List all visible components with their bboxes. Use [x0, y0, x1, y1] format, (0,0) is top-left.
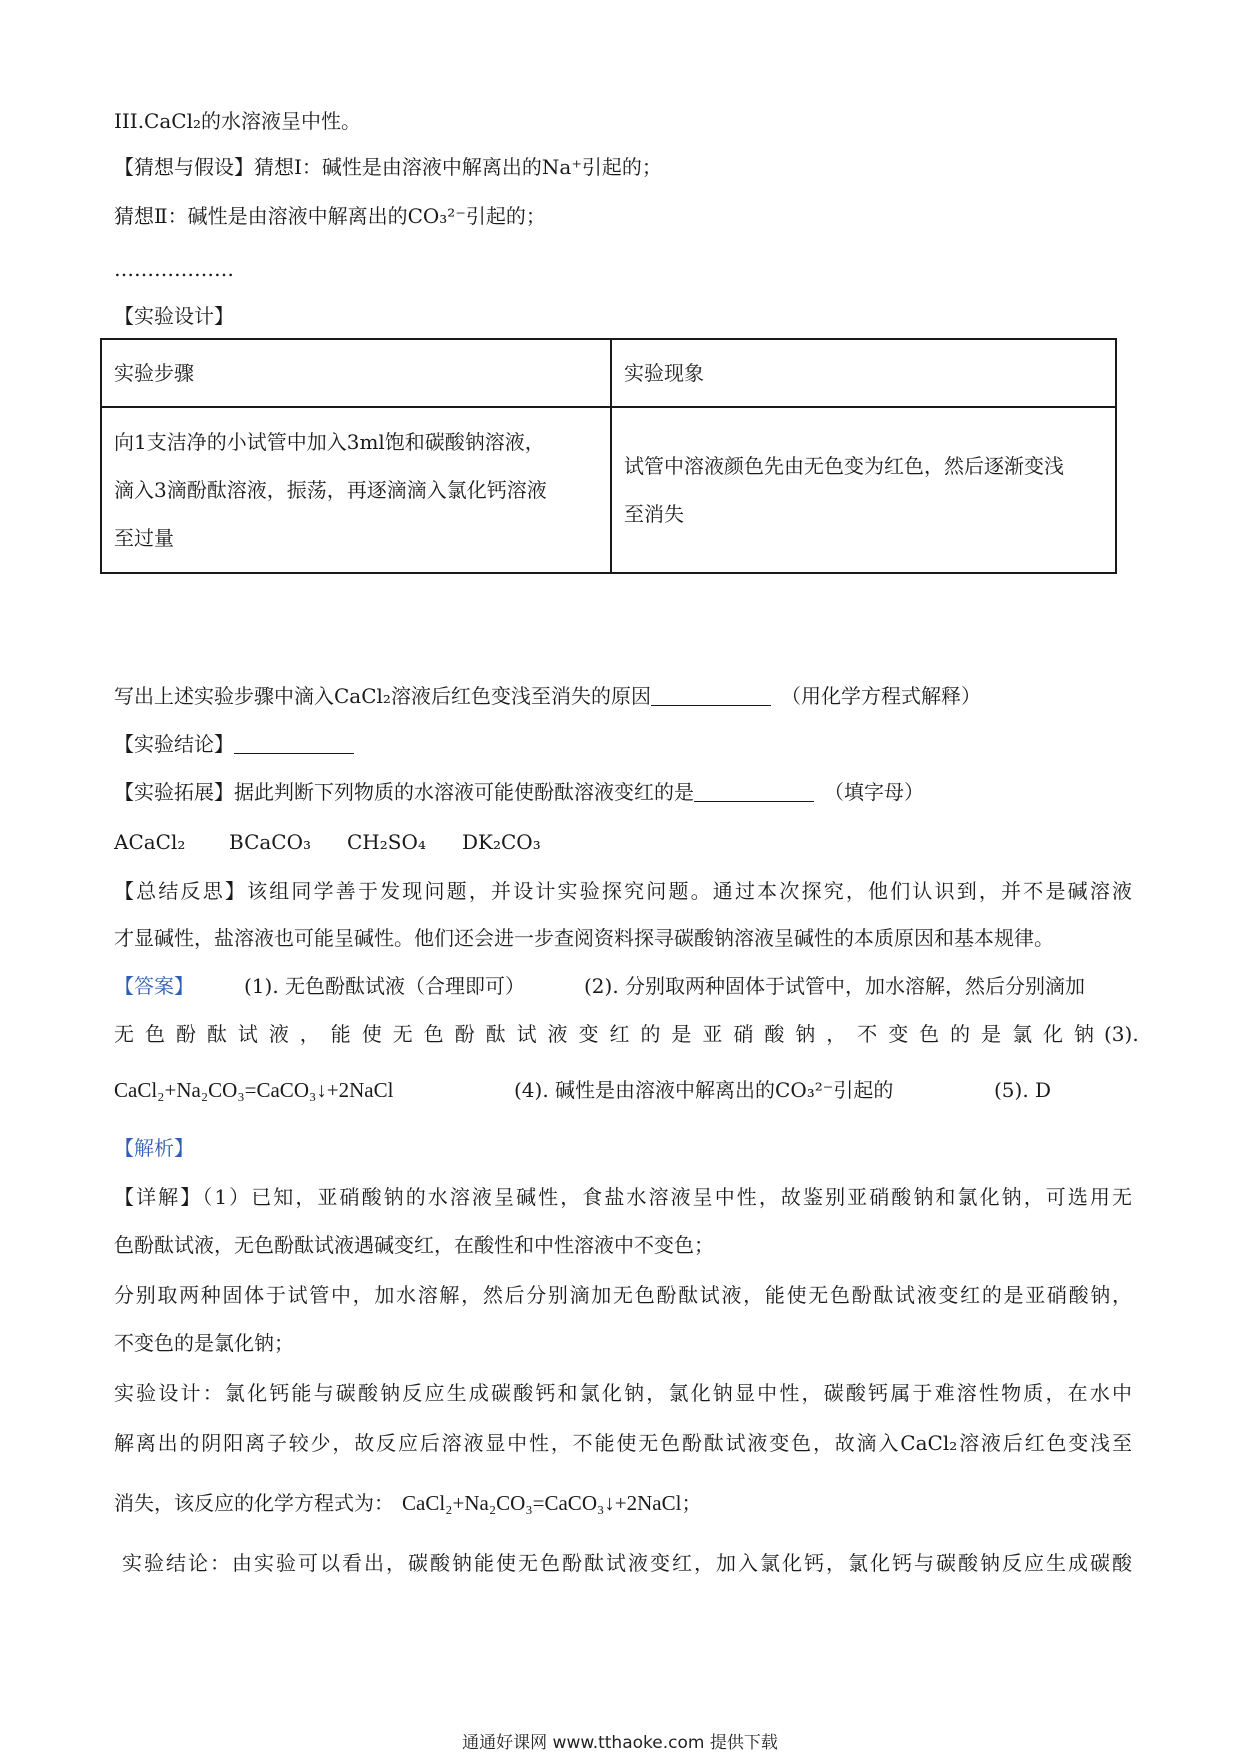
answer-1: (1). 无色酚酞试液（合理即可）: [244, 974, 526, 998]
summary-line-1: 【总结反思】该组同学善于发现问题，并设计实验探究问题。通过本次探究，他们认识到，并不是碱溶液: [114, 879, 1132, 903]
hypothesis-1: [114, 154, 662, 180]
step-line: 滴入3滴酚酞溶液，振荡，再逐滴滴入氯化钙溶液: [114, 478, 547, 502]
table-cell-steps: [101, 407, 611, 573]
answer-blank: [651, 685, 771, 706]
answer-5: (5). D: [994, 1078, 1052, 1102]
table-cell-phenomena: [611, 407, 1116, 573]
answer-line-2: 无色酚酞试液，能使无色酚酞试液变红的是亚硝酸钠，不变色的是氯化钠: [114, 1022, 1094, 1046]
analysis-line-7-end: ；: [681, 1491, 702, 1515]
answer-line-1: [114, 973, 1085, 999]
analysis-line-4: 不变色的是氯化钠；: [114, 1331, 294, 1355]
ellipsis: ………………: [114, 257, 234, 281]
answer-blank: [234, 733, 354, 754]
analysis-line-1: 【详解】（1）已知，亚硝酸钠的水溶液呈碱性，食盐水溶液呈中性，故鉴别亚硝酸钠和氯化钠，可选用无: [114, 1185, 1132, 1209]
option-a: ACaCl₂: [114, 830, 186, 854]
experiment-table: [100, 338, 1117, 574]
conclusion-line: [114, 731, 354, 757]
table-header-steps: 实验步骤: [101, 339, 611, 407]
hypothesis-1-text: 猜想Ⅰ：碱性是由溶液中解离出的Na⁺引起的；: [254, 155, 662, 179]
answer-2: (2). 分别取两种固体于试管中，加水溶解，然后分别滴加: [584, 974, 1086, 998]
analysis-line-3: 分别取两种固体于试管中，加水溶解，然后分别滴加无色酚酞试液，能使无色酚酞试液变红的是亚硝酸钠，: [114, 1283, 1132, 1307]
option-c: CH₂SO₄: [347, 830, 426, 854]
analysis-line-7: [114, 1490, 701, 1516]
option-d: DK₂CO₃: [462, 830, 541, 854]
answer-3-label: (3).: [1104, 1022, 1139, 1046]
page-footer: 通通好课网 www.tthaoke.com 提供下载: [462, 1733, 778, 1753]
extension-text: 据此判断下列物质的水溶液可能使酚酞溶液变红的是: [234, 780, 694, 804]
analysis-line-6: 解离出的阴阳离子较少，故反应后溶液显中性，不能使无色酚酞试液变色，故滴入CaCl₂溶液后红色变浅至: [114, 1431, 1132, 1455]
hypothesis-tag: 【猜想与假设】: [114, 155, 254, 179]
analysis-line-7-text: 消失，该反应的化学方程式为：: [114, 1491, 394, 1515]
extension-line: [114, 779, 924, 805]
design-heading: 【实验设计】: [114, 304, 234, 328]
analysis-line-8: 实验结论：由实验可以看出，碳酸钠能使无色酚酞试液变红，加入氯化钙，氯化钙与碳酸钠反应生成碳酸: [122, 1551, 1132, 1575]
question-text: 写出上述实验步骤中滴入CaCl₂溶液后红色变浅至消失的原因: [114, 684, 651, 708]
answer-tag: 【答案】: [114, 974, 194, 998]
analysis-line-2: 色酚酞试液，无色酚酞试液遇碱变红，在酸性和中性溶液中不变色；: [114, 1233, 714, 1257]
question-tail: （用化学方程式解释）: [780, 684, 981, 708]
table-header-phenomena: 实验现象: [611, 339, 1116, 407]
options-line: [114, 829, 541, 855]
hypothesis-2: 猜想Ⅱ：碱性是由溶液中解离出的CO₃²⁻引起的；: [114, 204, 546, 228]
phenomenon-line: 至消失: [624, 502, 684, 526]
extension-tail: （填字母）: [824, 780, 924, 804]
conclusion-tag: 【实验结论】: [114, 732, 234, 756]
step-line: 至过量: [114, 526, 174, 550]
summary-line-2: 才显碱性，盐溶液也可能呈碱性。他们还会进一步查阅资料探寻碳酸钠溶液呈碱性的本质原因和基本规律。: [114, 926, 1054, 950]
equation-inline: CaCl₂+Na₂CO₃=CaCO₃↓+2NaCl: [402, 1491, 682, 1515]
phenomenon-line: 试管中溶液颜色先由无色变为红色，然后逐渐变浅: [624, 454, 1064, 478]
extension-tag: 【实验拓展】: [114, 780, 234, 804]
answer-4: (4). 碱性是由溶液中解离出的CO₃²⁻引起的: [514, 1078, 894, 1102]
answer-line-3: [114, 1077, 1051, 1103]
step-line: 向1支洁净的小试管中加入3ml饱和碳酸钠溶液，: [114, 430, 545, 454]
option-b: BCaCO₃: [229, 830, 312, 854]
equation: CaCl₂+Na₂CO₃=CaCO₃↓+2NaCl: [114, 1078, 394, 1102]
info-line-3: III.CaCl₂的水溶液呈中性。: [114, 109, 362, 133]
answer-blank: [694, 781, 814, 802]
analysis-line-5: 实验设计：氯化钙能与碳酸钠反应生成碳酸钙和氯化钠，氯化钠显中性，碳酸钙属于难溶性物质，在水中: [114, 1381, 1132, 1405]
analysis-tag: 【解析】: [114, 1136, 194, 1160]
question-write-reason: [114, 683, 981, 709]
